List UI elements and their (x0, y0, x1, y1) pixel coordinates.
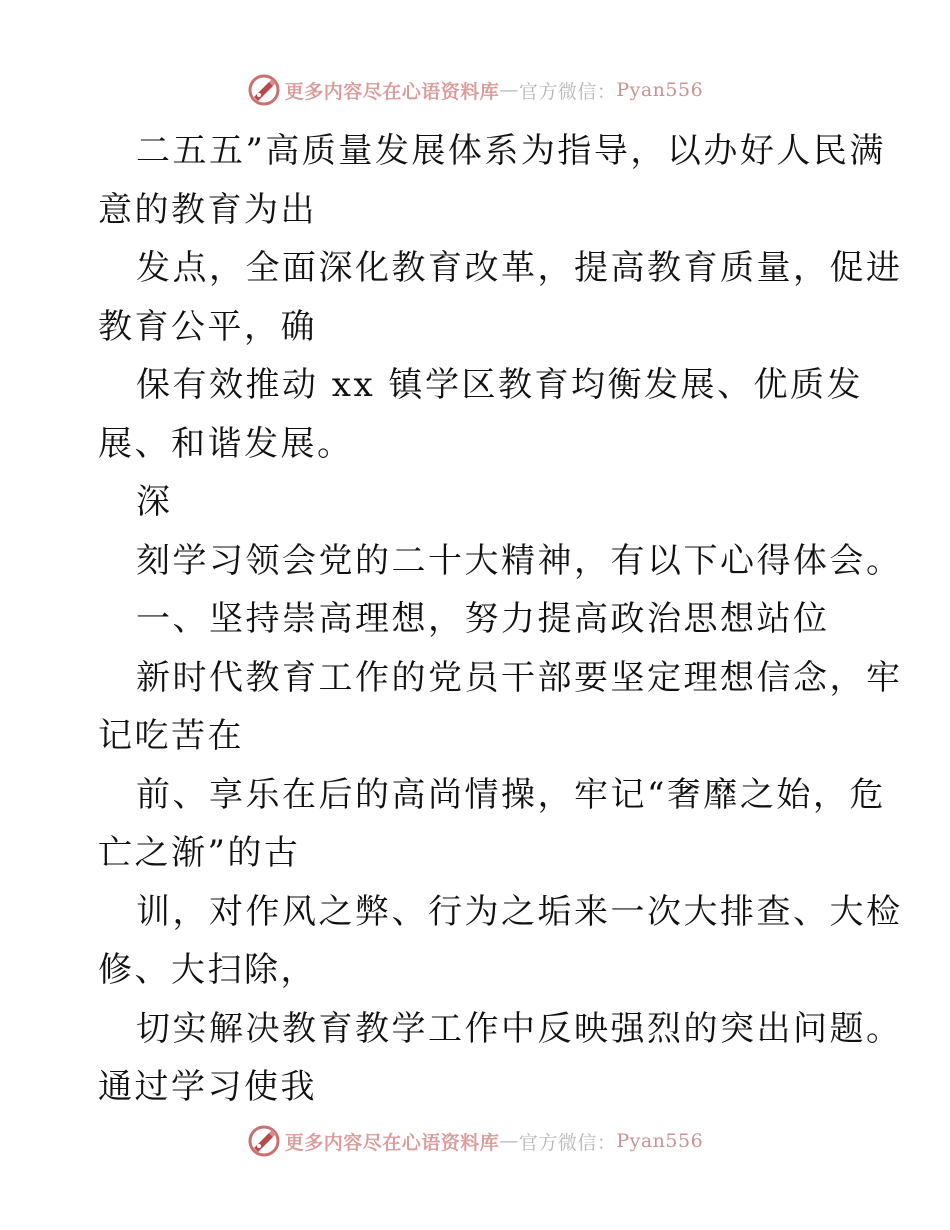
pen-circle-logo-icon (247, 1124, 281, 1158)
header-site-text: 更多内容尽在心语资料库 (284, 80, 500, 103)
body-line: 记吃苦在 (98, 716, 244, 756)
body-line: 展、和谐发展。 (98, 423, 354, 464)
body-line: 意的教育为出 (98, 189, 317, 230)
header-banner (0, 70, 950, 110)
body-line: 训，对作风之弊、行为之垢来一次大排查、大检 (136, 891, 903, 932)
body-line: 发点，全面深化教育改革，提高教育质量，促进 (136, 248, 903, 288)
body-line: 修、大扫除， (98, 950, 317, 990)
body-line: 二五五”高质量发展体系为指导，以办好人民满 (136, 131, 886, 171)
footer-separator: — (499, 1130, 519, 1152)
body-line: 切实解决教育教学工作中反映强烈的突出问题。 (136, 1008, 903, 1049)
section-heading: 一、坚持崇高理想，努力提高政治思想站位 (136, 599, 830, 639)
header-contact-id: Pyan556 (616, 79, 704, 101)
body-line: 保有效推动 xx 镇学区教育均衡发展、优质发 (136, 365, 863, 405)
footer-banner (0, 1121, 950, 1161)
body-line: 新时代教育工作的党员干部要坚定理想信念，牢 (136, 657, 903, 698)
header-separator: — (499, 79, 519, 101)
footer-contact-id: Pyan556 (616, 1130, 704, 1152)
body-line: 深 (136, 482, 173, 522)
document-body (98, 122, 903, 1117)
pen-circle-logo-icon (247, 73, 281, 107)
body-line: 教育公平，确 (98, 306, 317, 347)
body-line: 刻学习领会党的二十大精神，有以下心得体会。 (136, 540, 903, 581)
body-line: 通过学习使我 (98, 1067, 317, 1107)
header-contact-label: 官方微信： (518, 80, 617, 103)
footer-contact-label: 官方微信： (518, 1131, 617, 1154)
body-line: 亡之渐”的古 (98, 833, 301, 873)
footer-site-text: 更多内容尽在心语资料库 (284, 1131, 500, 1154)
body-line: 前、享乐在后的高尚情操，牢记“奢靡之始，危 (136, 774, 886, 815)
